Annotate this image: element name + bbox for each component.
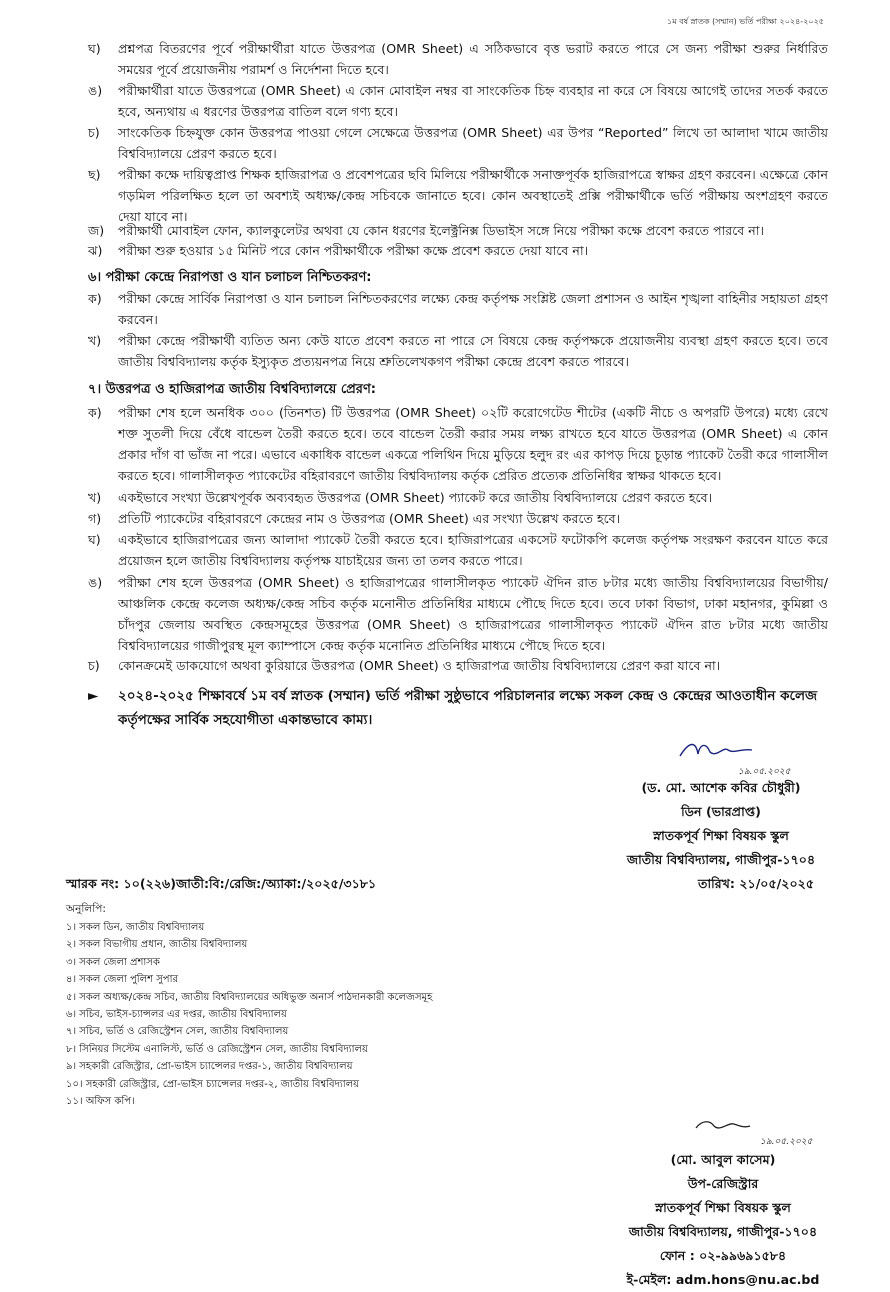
item-text: কোনক্রমেই ডাকযোগে অথবা কুরিয়ারে উত্তরপত্র (OMR Sheet) ও হাজিরাপত্র জাতীয় বিশ্ববিদ্যালয়ে প্রেরণ করা যাবে না। (118, 658, 721, 673)
list-item: ৭। সচিব, ভর্তি ও রেজিস্ট্রেশন সেল, জাতীয় বিশ্ববিদ্যালয় (66, 1026, 289, 1038)
item-text: পরীক্ষা কক্ষে দায়িত্বপ্রাপ্ত শিক্ষক হাজিরাপত্র ও প্রবেশপত্রের ছবি মিলিয়ে পরীক্ষার্থীকে সনাক্তপূর্বক হাজিরাপত্রে স্বাক্ষর গ্রহণ করবেন। এক্ষেত্রে কোন গড়মিল পরিলক্ষিত হলে তা অবশ্যই অধ্যক্ষ/কেন্দ্র সচিবকে জানাতে হবে। কোন অবস্থাতেই প্রক্সি পরীক্ষার্থীকে ভর্তি পরীক্ষায় অংশগ্রহণ করতে দেয়া যাবে না। (118, 167, 828, 224)
signature-date: ১৯.০৫.২০২৫ (760, 1137, 813, 1147)
list-item: ৯। সহকারী রেজিস্ট্রার, প্রো-ভাইস চ্যান্সেলর দপ্তর-১, জাতীয় বিশ্ববিদ্যালয় (66, 1061, 353, 1073)
signer-org: জাতীয় বিশ্ববিদ্যালয়, গাজীপুর-১৭০৪ (628, 1224, 818, 1239)
list-item (88, 220, 828, 241)
list-item (88, 240, 828, 261)
item-text: পরীক্ষার্থীরা যাতে উত্তরপত্রে (OMR Sheet) এ কোন মোবাইল নম্বর বা সাংকেতিক চিহ্ন ব্যবহার না করে সে বিষয়ে আগেই তাদের সতর্ক করতে হবে, অন্যথায় এ ধরণের উত্তরপত্র বাতিল বলে গণ্য হবে। (118, 83, 828, 119)
signer-org: জাতীয় বিশ্ববিদ্যালয়, গাজীপুর-১৭০৪ (626, 852, 816, 867)
item-text: সাংকেতিক চিহ্নযুক্ত কোন উত্তরপত্র পাওয়া গেলে সেক্ষেত্রে উত্তরপত্র (OMR Sheet) এর উপর “Reported” লিখে তা আলাদা খামে জাতীয় বিশ্ববিদ্যালয়ে প্রেরণ করতে হবে। (118, 125, 828, 161)
signer-title: উপ-রেজিস্ট্রার (687, 1176, 759, 1191)
list-item (88, 529, 828, 571)
header-note: ১ম বর্ষ স্নাতক (সম্মান) ভর্তি পরীক্ষা ২০২৪-২০২৫ (667, 17, 824, 26)
memo-reference: স্মারক নং: ১০(২২৬)জাতী:বি:/রেজি:/অ্যাকা:/২০২৫/৩১৮১ (66, 876, 377, 891)
signer-email: ই-মেইল: adm.hons@nu.ac.bd (626, 1272, 820, 1287)
signer-dept: স্নাতকপূর্ব শিক্ষা বিষয়ক স্কুল (655, 1200, 791, 1215)
closing-text: ২০২৪-২০২৫ শিক্ষাবর্ষে ১ম বর্ষ স্নাতক (সম্মান) ভর্তি পরীক্ষা সুষ্ঠুভাবে পরিচালনার লক্ষ্যে সকল কেন্দ্র ও কেন্দ্রের আওতাধীন কলেজ কর্তৃপক্ষের সার্বিক সহযোগীতা একান্তভাবে কাম্য। (118, 688, 818, 728)
item-marker: জ) (88, 223, 105, 238)
arrow-icon: ► (88, 688, 99, 704)
item-text: পরীক্ষার্থী মোবাইল ফোন, ক্যালকুলেটর অথবা যে কোন ধরণের ইলেক্ট্রনিক্স ডিভাইস সঙ্গে নিয়ে পরীক্ষা কক্ষে প্রবেশ করতে পারবে না। (118, 223, 764, 238)
section-heading: ৭। উত্তরপত্র ও হাজিরাপত্র জাতীয় বিশ্ববিদ্যালয়ে প্রেরণ: (88, 382, 377, 397)
list-item (88, 508, 828, 529)
item-text: পরীক্ষা শেষ হলে উত্তরপত্র (OMR Sheet) ও হাজিরাপত্রের গালাসীলকৃত প্যাকেট ঐদিন রাত ৮টার মধ্যে জাতীয় বিশ্ববিদ্যালয়ের বিভাগীয়/আঞ্চলিক কেন্দ্রে কলেজ অধ্যক্ষ/কেন্দ্র সচিব কর্তৃক মনোনীত প্রতিনিধির মাধ্যমে পৌছে দিতে হবে। তবে ঢাকা বিভাগ, ঢাকা মহানগর, কুমিল্লা ও চাঁদপুর জেলায় অবস্থিত কেন্দ্রসমূহের উত্তরপত্র (OMR Sheet) ও হাজিরাপত্রের গালাসীলকৃত প্যাকেট ঐদিন রাত ৮টার মধ্যে জাতীয় বিশ্ববিদ্যালয়ের গাজীপুরস্থ মূল ক্যাম্পাসে কেন্দ্র কর্তৃক মনোনিত প্রতিনিধির মাধ্যমে পৌছে দিতে হবে। (118, 575, 828, 653)
list-item (88, 80, 828, 122)
signer-phone: ফোন : ০২-৯৯৬৯১৫৮৪ (659, 1248, 787, 1263)
item-marker: খ) (88, 333, 102, 348)
item-text: পরীক্ষা শুরু হওয়ার ১৫ মিনিট পরে কোন পরীক্ষার্থীকে পরীক্ষা কক্ষে প্রবেশ করতে দেয়া যাবে না। (118, 243, 589, 258)
cc-list (66, 919, 432, 1110)
signature-date: ১৯.০৫.২০২৫ (738, 767, 791, 777)
list-item (88, 288, 828, 330)
item-marker: ঙ) (88, 83, 103, 98)
signer-title: ডিন (ভারপ্রাপ্ত) (681, 804, 761, 819)
item-marker: ঙ) (88, 575, 103, 590)
item-marker: খ) (88, 490, 102, 505)
item-marker: গ) (88, 511, 102, 526)
item-text: পরীক্ষা কেন্দ্রে পরীক্ষার্থী ব্যতিত অন্য কেউ যাতে প্রবেশ করতে না পারে সে বিষয়ে কেন্দ্র কর্তৃপক্ষকে প্রয়োজনীয় ব্যবস্থা গ্রহণ করতে হবে। তবে জাতীয় বিশ্ববিদ্যালয় কর্তৃক ইস্যুকৃত প্রত্যয়নপত্র নিয়ে শ্রুতিলেখকগণ পরীক্ষা কেন্দ্রে প্রবেশ করতে পারবে। (118, 333, 828, 369)
list-item: ৩। সকল জেলা প্রশাসক (66, 956, 160, 968)
item-marker: ক) (88, 405, 102, 420)
cc-title: অনুলিপি: (66, 903, 106, 915)
list-item: ১। সকল ডিন, জাতীয় বিশ্ববিদ্যালয় (66, 922, 205, 933)
list-item (88, 164, 828, 227)
item-text: একইভাবে সংখ্যা উল্লেখপূর্বক অব্যবহৃত উত্তরপত্র (OMR Sheet) প্যাকেট করে জাতীয় বিশ্ববিদ্যালয়ে প্রেরণ করতে হবে। (118, 490, 713, 505)
list-item (88, 122, 828, 164)
list-item (88, 655, 828, 676)
list-item: ২। সকল বিভাগীয় প্রধান, জাতীয় বিশ্ববিদ্যালয় (66, 939, 248, 951)
list-item: ৪। সকল জেলা পুলিশ সুপার (66, 974, 178, 986)
item-marker: ঘ) (88, 532, 101, 547)
section-heading: ৬। পরীক্ষা কেন্দ্রে নিরাপত্তা ও যান চলাচল নিশ্চিতকরণ: (88, 270, 372, 285)
signature-mark (676, 738, 756, 764)
item-marker: চ) (88, 658, 100, 673)
list-item (88, 572, 828, 656)
list-item: ১১। অফিস কপি। (66, 1096, 135, 1108)
list-item: ৮। সিনিয়র সিস্টেম এনালিস্ট, ভর্তি ও রেজিস্ট্রেশন সেল, জাতীয় বিশ্ববিদ্যালয় (66, 1043, 368, 1055)
signature-mark (694, 1116, 752, 1136)
item-marker: ঝ) (88, 243, 103, 258)
item-marker: ক) (88, 291, 102, 306)
item-text: পরীক্ষা শেষ হলে অনধিক ৩০০ (তিনশত) টি উত্তরপত্র (OMR Sheet) ০২টি করোগেটেড শীটের (একটি নীচে ও অপরটি উপরে) মধ্যে রেখে শক্ত সুতলী দিয়ে বেঁধে বান্ডেল তৈরী করতে হবে। তবে বান্ডেল তৈরী করার সময় লক্ষ্য রাখতে হবে যাতে উত্তরপত্র (OMR Sheet) এ কোন প্রকার দাঁগ বা ভাঁজ না পরে। এভাবে একাধিক বান্ডেল একত্রে পলিথিন দিয়ে মুড়িয়ে হলুদ রং এর কাপড় দিয়ে চূড়ান্ত প্যাকেট তৈরী করে গালাসীল করতে হবে। গালাসীলকৃত প্যাকেটের বহিরাবরণে জাতীয় বিশ্ববিদ্যালয় কর্তৃক প্রেরিত প্রত্যেক প্রতিনিধির স্বাক্ষর থাকতে হবে। (118, 405, 828, 483)
list-item (88, 402, 828, 486)
item-text: প্রতিটি প্যাকেটের বহিরাবরণে কেন্দ্রের নাম ও উত্তরপত্র (OMR Sheet) এর সংখ্যা উল্লেখ করতে হবে। (118, 511, 621, 526)
list-item: ৫। সকল অধ্যক্ষ/কেন্দ্র সচিব, জাতীয় বিশ্ববিদ্যালয়ের অধিভুক্ত অনার্স পাঠদানকারী কলেজসমূহ (66, 991, 433, 1003)
signer-name: (মো. আবুল কাসেম) (670, 1152, 776, 1167)
item-text: প্রশ্নপত্র বিতরণের পূর্বে পরীক্ষার্থীরা যাতে উত্তরপত্র (OMR Sheet) এ সঠিকভাবে বৃত্ত ভরাট করতে পারে সে জন্য পরীক্ষা শুরুর নির্ধারিত সময়ের পূর্বে প্রয়োজনীয় পরামর্শ ও নির্দেশনা দিতে হবে। (118, 41, 828, 77)
signer-dept: স্নাতকপূর্ব শিক্ষা বিষয়ক স্কুল (653, 828, 789, 843)
memo-date: তারিখ: ২১/০৫/২০২৫ (698, 876, 814, 891)
item-text: পরীক্ষা কেন্দ্রে সার্বিক নিরাপত্তা ও যান চলাচল নিশ্চিতকরণের লক্ষ্যে কেন্দ্র কর্তৃপক্ষ সংশ্লিষ্ট জেলা প্রশাসন ও আইন শৃঙ্খলা বাহিনীর সহায়তা গ্রহণ করবেন। (118, 291, 828, 327)
item-marker: ঘ) (88, 41, 101, 56)
item-marker: ছ) (88, 167, 101, 182)
signer-name: (ড. মো. আশেক কবির চৌধুরী) (641, 780, 801, 795)
item-marker: চ) (88, 125, 100, 140)
list-item (88, 487, 828, 508)
signature-block (596, 776, 846, 872)
list-item (88, 330, 828, 372)
closing-paragraph (88, 684, 828, 732)
item-text: একইভাবে হাজিরাপত্রের জন্য আলাদা প্যাকেট তৈরী করতে হবে। হাজিরাপত্রের একসেট ফটোকপি কলেজ কর্তৃপক্ষ সংরক্ষণ করবেন যাতে করে প্রয়োজন হলে জাতীয় বিশ্ববিদ্যালয় কর্তৃপক্ষ যাচাইয়ের জন্য তা তলব করতে পারে। (118, 532, 828, 568)
list-item (88, 38, 828, 80)
list-item: ১০। সহকারী রেজিস্ট্রার, প্রো-ভাইস চ্যান্সেলর দপ্তর-২, জাতীয় বিশ্ববিদ্যালয় (66, 1078, 360, 1090)
signature-block (608, 1148, 838, 1292)
list-item: ৬। সচিব, ভাইস-চ্যান্সলর এর দপ্তর, জাতীয় বিশ্ববিদ্যালয় (66, 1009, 287, 1021)
